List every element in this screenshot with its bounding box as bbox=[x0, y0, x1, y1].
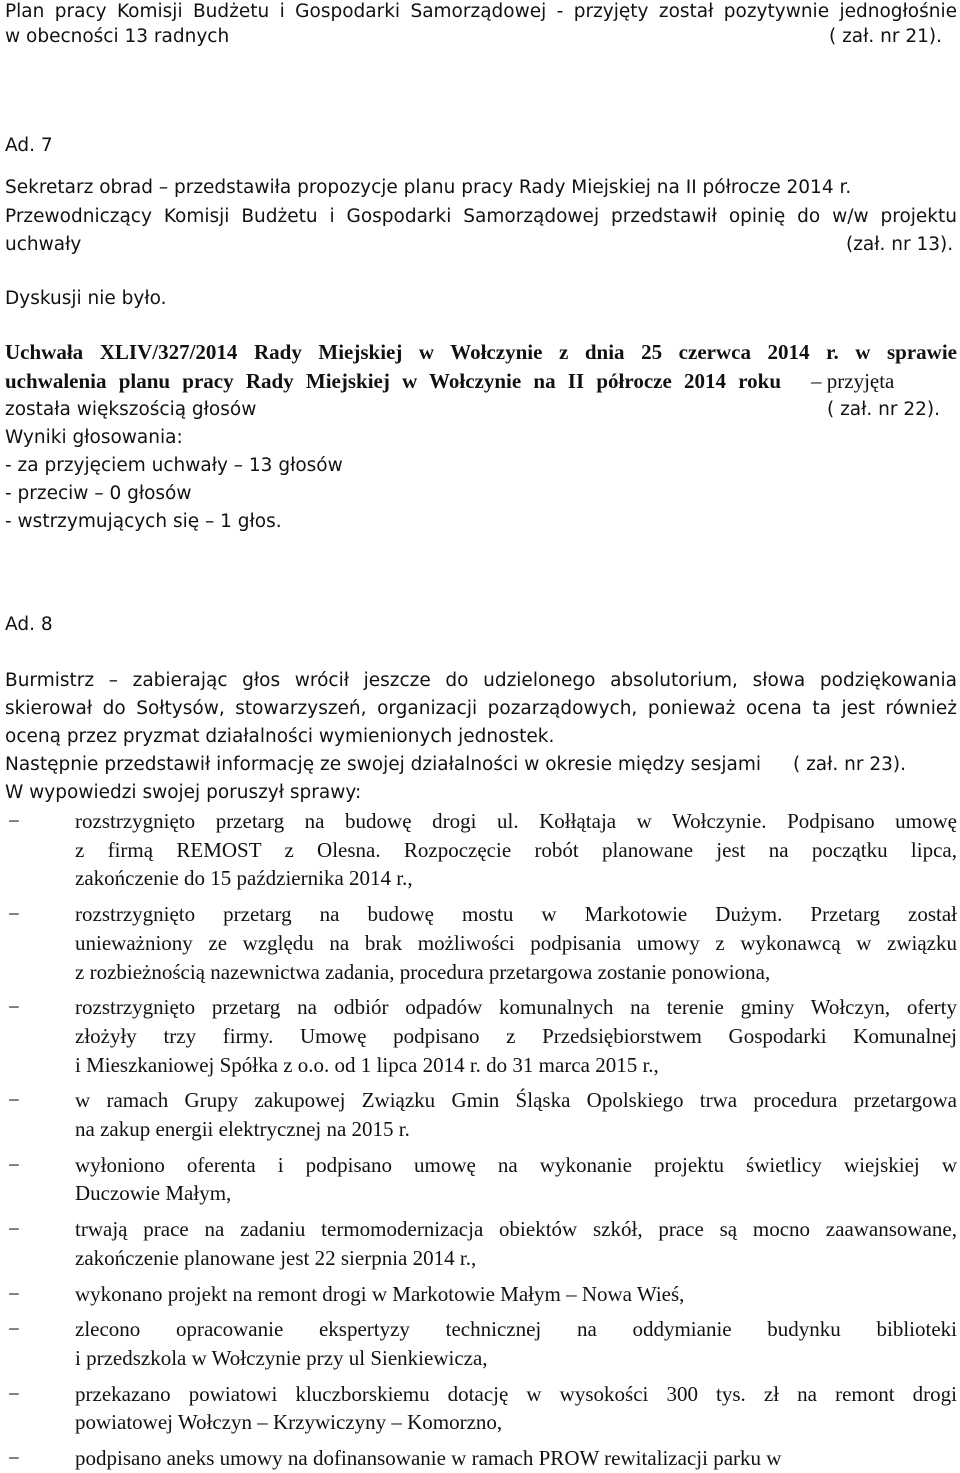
list-item-line: Duczowie Małym, bbox=[75, 1181, 232, 1206]
list-item-line: zakończenie planowane jest 22 sierpnia 2014 r., bbox=[75, 1245, 477, 1270]
plan-approval-line-1: Plan pracy Komisji Budżetu i Gospodarki Samorządowej - przyjęty został pozytywnie jednogłośnie bbox=[5, 1, 957, 22]
ad8-paragraph-1-line-3: oceną przez pryzmat działalności wymienionych jednostek. bbox=[5, 726, 555, 747]
ad7-paragraph-3: uchwały bbox=[5, 234, 82, 255]
attachment-ref-13: (zał. nr 13). bbox=[846, 234, 954, 255]
attachment-ref-22: ( zał. nr 22). bbox=[827, 399, 941, 420]
list-item-line: rozstrzygnięto przetarg na odbiór odpadów komunalnych na terenie gminy Wołczyn, oferty bbox=[75, 995, 957, 1020]
list-item-line: zakończenie do 15 października 2014 r., bbox=[75, 866, 413, 891]
ad7-paragraph-1: Sekretarz obrad – przedstawiła propozycje planu pracy Rady Miejskiej na II półrocze 2014 r. bbox=[5, 177, 852, 198]
list-bullet: − bbox=[8, 1317, 20, 1342]
resolution-adopted: – przyjęta bbox=[811, 369, 895, 393]
list-item-line: na zakup energii elektrycznej na 2015 r. bbox=[75, 1117, 410, 1141]
voting-results-label: Wyniki głosowania: bbox=[5, 427, 183, 448]
list-item-line: unieważniony ze względu na brak możliwości podpisania umowy z wykonawcą w związku bbox=[75, 930, 957, 955]
ad8-paragraph-1-line-2: skierował do Sołtysów, stowarzyszeń, organizacji pozarządowych, ponieważ ocena ta jest również bbox=[5, 698, 957, 719]
ad8-paragraph-1-line-1: Burmistrz – zabierając głos wrócił jeszcze do udzielonego absolutorium, słowa podziękowania bbox=[5, 670, 957, 691]
section-heading-ad7: Ad. 7 bbox=[5, 135, 53, 156]
list-item-line: i Mieszkaniowej Spółka z o.o. od 1 lipca 2014 r. do 31 marca 2015 r., bbox=[75, 1052, 659, 1077]
list-bullet: − bbox=[8, 995, 20, 1020]
list-item-line: rozstrzygnięto przetarg na budowę mostu w Markotowie Dużym. Przetarg został bbox=[75, 902, 957, 927]
list-bullet: − bbox=[8, 902, 20, 927]
list-item-line: zlecono opracowanie ekspertyzy technicznej na oddymianie budynku biblioteki bbox=[75, 1317, 957, 1342]
vote-abstain: - wstrzymujących się – 1 głos. bbox=[5, 511, 282, 532]
list-item-line: wyłoniono oferenta i podpisano umowę na wykonanie projektu świetlicy wiejskiej w bbox=[75, 1152, 957, 1177]
no-discussion-note: Dyskusji nie było. bbox=[5, 288, 167, 309]
attachment-ref-23: ( zał. nr 23). bbox=[793, 754, 907, 775]
section-heading-ad8: Ad. 8 bbox=[5, 614, 53, 635]
list-item-line: wykonano projekt na remont drogi w Markotowie Małym – Nowa Wieś, bbox=[75, 1281, 685, 1306]
list-item-line: rozstrzygnięto przetarg na budowę drogi ul. Kołłątaja w Wołczynie. Podpisano umowę bbox=[75, 809, 957, 833]
resolution-title-line-2: uchwalenia planu pracy Rady Miejskiej w Wołczynie na II półrocze 2014 roku bbox=[5, 369, 781, 393]
list-item-line: z rozbieżnością nazewnictwa zadania, procedura przetargowa zostanie ponowiona, bbox=[75, 959, 771, 984]
list-item-line: i przedszkola w Wołczynie przy ul Sienkiewicza, bbox=[75, 1345, 488, 1370]
list-item-line: przekazano powiatowi kluczborskiemu dotację w wysokości 300 tys. zł na remont drogi bbox=[75, 1381, 957, 1406]
vote-against: - przeciw – 0 głosów bbox=[5, 483, 192, 504]
list-item-line: powiatowej Wołczyn – Krzywiczyny – Komorzno, bbox=[75, 1410, 503, 1435]
list-bullet: − bbox=[8, 1088, 20, 1113]
list-bullet: − bbox=[8, 1217, 20, 1242]
list-bullet: − bbox=[8, 1281, 20, 1306]
list-item-line: podpisano aneks umowy na dofinansowanie w ramach PROW rewitalizacji parku w bbox=[75, 1446, 782, 1470]
ad7-paragraph-2: Przewodniczący Komisji Budżetu i Gospodarki Samorządowej przedstawił opinię do w/w projektu bbox=[5, 206, 957, 227]
list-bullet: − bbox=[8, 809, 20, 833]
list-item-line: z firmą REMOST z Olesna. Rozpoczęcie robót planowane jest na początku lipca, bbox=[75, 837, 957, 862]
ad8-paragraph-2: Następnie przedstawił informację ze swojej działalności w okresie między sesjami bbox=[5, 754, 761, 775]
plan-approval-line-2: w obecności 13 radnych bbox=[5, 26, 230, 47]
list-item-line: złożyły trzy firmy. Umowę podpisano z Przedsiębiorstwem Gospodarki Komunalnej bbox=[75, 1023, 957, 1048]
resolution-title-line-1: Uchwała XLIV/327/2014 Rady Miejskiej w Wołczynie z dnia 25 czerwca 2014 r. w sprawie bbox=[5, 340, 957, 364]
list-bullet: − bbox=[8, 1446, 20, 1470]
attachment-ref-21: ( zał. nr 21). bbox=[829, 26, 943, 47]
list-item-line: w ramach Grupy zakupowej Związku Gmin Śląska Opolskiego trwa procedura przetargowa bbox=[75, 1088, 957, 1113]
list-bullet: − bbox=[8, 1381, 20, 1406]
list-item-line: trwają prace na zadaniu termomodernizacja obiektów szkół, prace są mocno zaawansowane, bbox=[75, 1217, 957, 1242]
list-bullet: − bbox=[8, 1152, 20, 1177]
vote-for: - za przyjęciem uchwały – 13 głosów bbox=[5, 455, 343, 476]
ad8-paragraph-3: W wypowiedzi swojej poruszył sprawy: bbox=[5, 782, 362, 803]
resolution-majority: została większością głosów bbox=[5, 399, 257, 420]
